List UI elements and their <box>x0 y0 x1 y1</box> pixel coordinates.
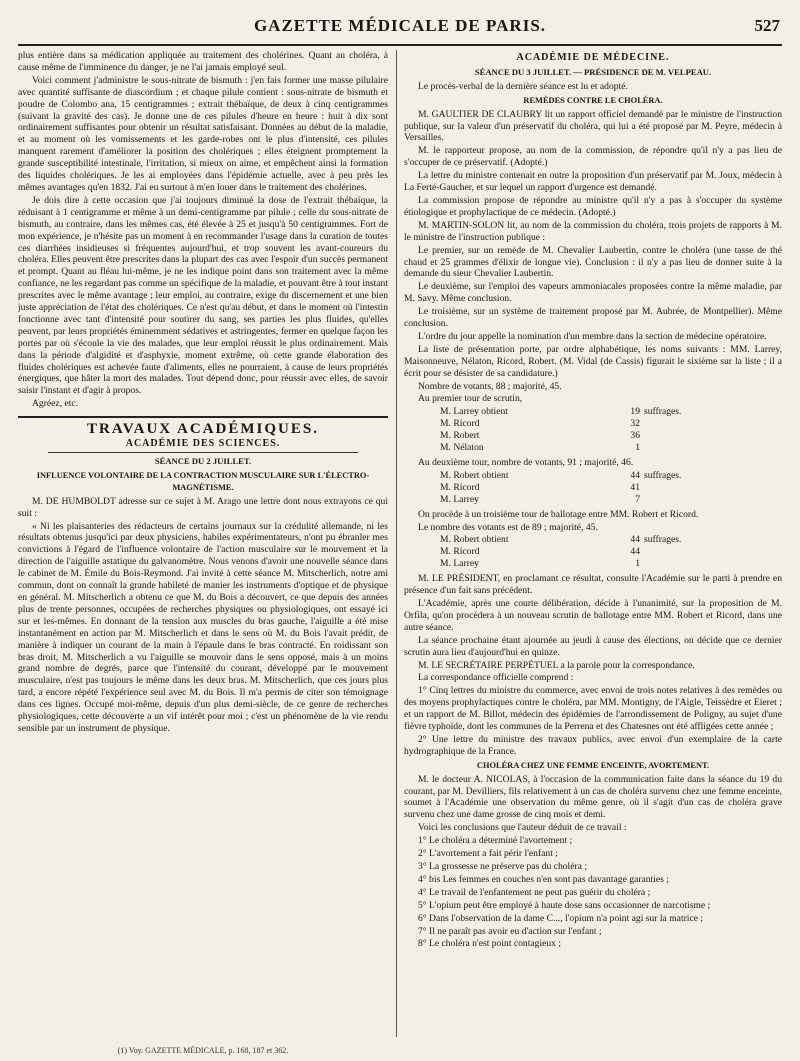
candidate: M. Ricord <box>440 418 480 430</box>
journal-title: GAZETTE MÉDICALE DE PARIS. <box>253 16 547 35</box>
list-item: 2° L'avortement a fait périr l'enfant ; <box>418 848 558 860</box>
candidate: M. Robert obtient <box>440 534 509 546</box>
paragraph: Le premier, sur un remède de M. Chevalier Laubertin, contre le choléra (une tasse de thé chaud et 25 grammes d'élixir de longue vie). Conclusion : il n'y a pas lieu de donner suite à la demande du sieur Chevalier Laubertin. <box>404 244 782 280</box>
vote-row <box>440 558 690 570</box>
paragraph: On procède à un troisième tour de ballotage entre MM. Robert et Ricord. <box>418 508 699 520</box>
column-divider <box>396 50 397 1037</box>
section-title: TRAVAUX ACADÉMIQUES. <box>87 421 319 438</box>
vote-row <box>440 534 690 546</box>
candidate: M. Ricord <box>440 481 480 493</box>
vote-row <box>440 470 690 482</box>
list-item: 6° Dans l'observation de la dame C..., l'opium n'a point agi sur la matrice ; <box>418 912 704 924</box>
paragraph: La liste de présentation porte, par ordre alphabétique, les noms suivants : MM. Larrey, Maisonneuve, Nélaton, Ricord, Robert. (M. Vidal (de Cassis) figurait le sixième sur la liste ; il a écrit pour se désister de sa candidature.) <box>404 343 782 379</box>
candidate: M. Robert <box>440 430 480 442</box>
vote-row <box>440 482 690 494</box>
candidate: M. Nélaton <box>440 442 484 454</box>
paragraph: Au premier tour de scrutin, <box>418 393 523 405</box>
paragraph: Je dois dire à cette occasion que j'ai toujours diminué la dose de l'extrait thébaïque, la réduisant à 1 centigramme et même à un demi-centigramme par pilule ; celle du sous-nitrate de bismuth, au contraire, dans les mêmes cas, été élevée à 25 et jusqu'à 50 centigrammes. Fort de mon expérience, je n'hésite pas un moment à en recommander l'usage dans la curation de toutes ces diarrhées insidieuses si fréquentes aujourd'hui, et trop souvent les avant-coureurs du choléra. Elles peuvent être prescrites dans la plupart des cas avec l'espoir d'un succès permanent et prompt. Quant au fléau lui-même, je ne les indique point dans son traitement avec la même confiance, ne les regardant pas comme un spécifique de la maladie, et pouvant être à tout instant prescrites avec le même avantage ; leur emploi, au contraire, exige du discernement et une bien juste appréciation de l'état des cholériques. Ce n'est qu'au début, et dans le moment où l'intestin fonctionne avec tant d'intensité pour soutirer du sang, ses parties les plus fluides, qu'elles peuvent, par leurs propriétés éminemment sédatives et astringentes, fermer en quelque façon les portes par où s'écoule la vie des malades, que leur emploi réussit le plus ordinairement. Mais dans la période d'algidité et d'asphyxie, moment extrême, où cette grande élaboration des fluides cholériques est achevée faute d'aliments, elles ne pourraient, à cause de leurs propriétés énergiques, que hâter la mort des malades. Tout dépend donc, pour réussir avec elles, de savoir saisir l'instant et d'agir à propos. <box>18 194 388 397</box>
candidate: M. Larrey obtient <box>440 406 508 418</box>
paragraph: 2° Une lettre du ministre des travaux publics, avec envoi d'un exemplaire de la carte hydrographique de la France. <box>404 733 782 757</box>
paragraph: M. DE HUMBOLDT adresse sur ce sujet à M. Arago une lettre dont nous extrayons ce qui suit : <box>18 495 388 519</box>
paragraph: Le deuxième, sur l'emploi des vapeurs ammoniacales proposées contre la même maladie, par M. Savy. Même conclusion. <box>404 281 782 305</box>
list-item: 8° Le choléra n'est point contagieux ; <box>418 938 562 950</box>
page-header <box>18 14 782 46</box>
section-rule <box>18 416 388 418</box>
vote-count: 7 <box>635 493 640 505</box>
vote-unit: suffrages. <box>644 469 682 481</box>
topic-heading: INFLUENCE VOLONTAIRE DE LA CONTRACTION MUSCULAIRE SUR L'ÉLECTRO-MAGNÉTISME. <box>36 470 370 492</box>
paragraph: M. le docteur A. NICOLAS, à l'occasion de la communication faite dans la séance du 19 du courant, par M. Devilliers, fils relativement à un cas de choléra survenu chez une femme enceinte, soumet à l'Académie une observation du même genre, où il s'agit d'un cas de choléra grave survenu chez une dame grosse de cinq mois et demi. <box>404 773 782 821</box>
right-column <box>404 50 782 1039</box>
vote-unit: suffrages. <box>644 534 682 546</box>
footnote: (1) Voy. GAZETTE MÉDICALE, p. 168, 187 et 362. <box>117 1046 289 1055</box>
list-item: 7° Il ne paraît pas avoir eu d'action sur l'enfant ; <box>418 925 602 937</box>
short-rule <box>48 452 358 453</box>
topic-heading: REMÈDES CONTRE LE CHOLÉRA. <box>523 95 663 105</box>
vote-count: 32 <box>630 418 640 430</box>
vote-count: 41 <box>630 481 640 493</box>
paragraph: 1° Cinq lettres du ministre du commerce, avec envoi de trois notes relatives à des remèdes ou des moyens prophylactiques contre le choléra, par MM. Montigny, de l'Aigle, Teissèdre et Eieret ; et un rapport de M. Billot, médecin des épidémies de l'arrondissement de Poligny, au sujet d'une fièvre typhoïde, dont les communes de la Perrena et des Chatesnes ont été affligées cette année ; <box>404 685 782 733</box>
vote-row <box>440 430 690 442</box>
candidate: M. Larrey <box>440 558 479 570</box>
vote-unit <box>640 482 644 494</box>
vote-unit <box>640 418 644 430</box>
paragraph: La commission propose de répondre au ministre qu'il n'y a pas à s'occuper du système étiologique et prophylactique de ce médecin. (Adopté.) <box>404 194 782 218</box>
list-item: 5° L'opium peut être employé à haute dose sans occasionner de narcotisme ; <box>418 899 711 911</box>
paragraph: M. GAULTIER DE CLAUBRY lit un rapport officiel demandé par le ministre de l'instruction publique, sur la valeur d'un préservatif du choléra, qui lui a été proposé par M. Peyre, médecin à Versailles. <box>404 108 782 144</box>
paragraph: M. MARTIN-SOLON lit, au nom de la commission du choléra, trois projets de rapports à M. le ministre de l'instruction publique : <box>404 219 782 243</box>
session-date: SÉANCE DU 3 JUILLET. — PRÉSIDENCE DE M. VELPEAU. <box>474 66 712 77</box>
paragraph: M. LE PRÉSIDENT, en proclamant ce résultat, consulte l'Académie sur le parti à prendre en présence d'un fait sans précédent. <box>404 573 782 597</box>
vote-table-2 <box>440 470 782 506</box>
paragraph: La lettre du ministre contenait en outre la proposition d'un préservatif par M. Joux, médecin à La Ferté-Gaucher, et sur lequel un rapport d'urgence est demandé. <box>404 170 782 194</box>
vote-row <box>440 546 690 558</box>
page-number: 527 <box>754 16 780 35</box>
vote-unit <box>640 430 644 442</box>
paragraph: La correspondance officielle comprend : <box>418 672 574 684</box>
vote-count: 44 <box>630 546 640 558</box>
vote-count: 44 <box>630 469 640 481</box>
vote-unit <box>640 558 644 570</box>
paragraph: Voici comment j'administre le sous-nitrate de bismuth : j'en fais former une masse pilulaire avec quantité suffisante de diascordium ; et chaque pilule contient : sous-nitrate de bismuth et poudre de Colombo ana, 15 centigrammes ; extrait thébaïque, de deux à cinq centigrammes (suivant la gravité des cas). Je donne une de ces pilules d'heure en heure : huit à dix sont ordinairement suffisantes pour obtenir un résultat satisfaisant. Données au début de la maladie, et au moment où les vomissements et les garde-robes ont le plus d'intensité, ces pilules manquent rarement d'améliorer la position des cholériques ; elles éteignent promptement la grande susceptibilité intestinale, l'irritation, si mieux on aime, et empêchent ainsi la formation des liquides cholériques. Je les ai employées dans l'épidémie actuelle, avec à peu près les mêmes avantages qu'en 1832. J'ai eu surtout à m'en louer dans le traitement des cholérines. <box>18 74 388 193</box>
subsection-title: ACADÉMIE DES SCIENCES. <box>125 438 281 450</box>
candidate: M. Ricord <box>440 546 480 558</box>
list-item: 4° bis Les femmes en couches n'en sont pas davantage garanties ; <box>418 873 669 885</box>
paragraph: L'ordre du jour appelle la nomination d'un membre dans la section de médecine opératoire. <box>418 330 767 342</box>
session-date: SÉANCE DU 2 JUILLET. <box>154 456 252 466</box>
list-item: 3° La grossesse ne préserve pas du choléra ; <box>418 861 588 872</box>
paragraph: Le procès-verbal de la dernière séance est lu et adopté. <box>418 80 628 92</box>
topic-heading: CHOLÉRA CHEZ UNE FEMME ENCEINTE, AVORTEMENT. <box>476 760 710 770</box>
candidate: M. Larrey <box>440 493 479 505</box>
paragraph: Le troisième, sur un système de traitement proposé par M. Aubrée, de Montpellier). Même conclusion. <box>404 306 782 330</box>
paragraph: plus entière dans sa médication appliquée au traitement des cholérines. Quant au choléra, à cause même de l'imminence du danger, je ne l'ai jamais employé seul. <box>18 50 388 73</box>
paragraph: Le nombre des votants est de 89 ; majorité, 45. <box>418 521 598 533</box>
vote-count: 1 <box>635 442 640 454</box>
paragraph: L'Académie, après une courte délibération, décide à l'unanimité, sur la proposition de M. Orfila, qu'on procédera à un nouveau scrutin de ballotage entre MM. Robert et Ricord, dans une autre séance. <box>404 597 782 633</box>
vote-count: 1 <box>635 558 640 570</box>
paragraph: La séance prochaine étant ajournée au jeudi à cause des élections, on décide que ce dernier scrutin aura lieu d'aujourd'hui en quinze. <box>404 634 782 658</box>
vote-count: 44 <box>630 534 640 546</box>
vote-row <box>440 406 690 418</box>
vote-count: 19 <box>630 406 640 418</box>
candidate: M. Robert obtient <box>440 469 509 481</box>
paragraph: Au deuxième tour, nombre de votants, 91 ; majorité, 46. <box>418 457 634 468</box>
list-item: 4° Le travail de l'enfantement ne peut pas guérir du choléra ; <box>418 886 651 898</box>
vote-unit <box>640 546 644 558</box>
vote-row <box>440 418 690 430</box>
paragraph: « Ni les plaisanteries des rédacteurs de certains journaux sur la crédulité allemande, ni les résultats obtenus jusqu'ici par deux physiciens, habiles expérimentateurs, n'ont pu ébranler mes convictions à l'égard de l'influence volontaire de l'action musculaire sur le mouvement et la direction de l'aiguille astatique du galvanomètre. Nous venons d'avoir une nouvelle séance dans le cabinet de M. Émile du Bois-Reymond. J'ai invité à cette séance M. Mitscherlich, notre ami commun, dont on connaît la grande habileté de manier les instruments d'optique et de physique en général. M. Mitscherlich a obtenu ce que M. du Bois a découvert, ce que depuis des années plus de trente personnes, occupées de recherches physiques ou physiologiques, ont essayé ici sur et les-mêmes. En donnant de la tension aux muscles du bras gauche, l'aiguille a été mise instantanément en action par M. Mitscherlich et dans le sens où M. du Bois l'avait prédit, de manière à indiquer un courant de la main à l'épaule dans le bras contracté. En roidissant son bras droit, M. Mitscherlich a vu l'aiguille se mouvoir dans le sens opposé, mais à un moins grand nombre de degrés, parce que l'intensité du courant, développé par le mouvement musculaire, n'est pas toujours le même dans les deux bras. M. Mitscherlich, que ces jours plus tard, a encore répété l'expérience seul avec M. du Bois. Il m'a permis de citer son témoignage dans ces lignes. Occupé moi-même, depuis d'un plus demi-siècle, de ce genre de recherches physiologiques, cette découverte a un vif intérêt pour moi ; c'est un phénomène de la vie rendu sensible par un instrument de physique. <box>18 520 388 734</box>
closing-line: Agréez, etc. <box>32 398 79 410</box>
vote-unit <box>640 442 644 454</box>
vote-unit: suffrages. <box>644 406 682 418</box>
paragraph: Voici les conclusions que l'auteur déduit de ce travail : <box>418 822 627 834</box>
list-item: 1° Le choléra a déterminé l'avortement ; <box>418 835 573 847</box>
vote-row <box>440 442 690 454</box>
vote-unit <box>640 494 644 506</box>
paragraph: Nombre de votants, 88 ; majorité, 45. <box>418 380 562 392</box>
vote-table-3 <box>440 534 782 570</box>
paragraph: M. LE SECRÉTAIRE PERPÉTUEL a la parole pour la correspondance. <box>418 659 695 671</box>
left-column <box>18 50 388 1039</box>
vote-table-1 <box>440 406 782 454</box>
paragraph: M. le rapporteur propose, au nom de la commission, de répondre qu'il n'y a pas lieu de s'occuper de ce préservatif. (Adopté.) <box>404 145 782 169</box>
section-title: ACADÉMIE DE MÉDECINE. <box>516 52 670 63</box>
vote-row <box>440 494 690 506</box>
vote-count: 36 <box>630 430 640 442</box>
